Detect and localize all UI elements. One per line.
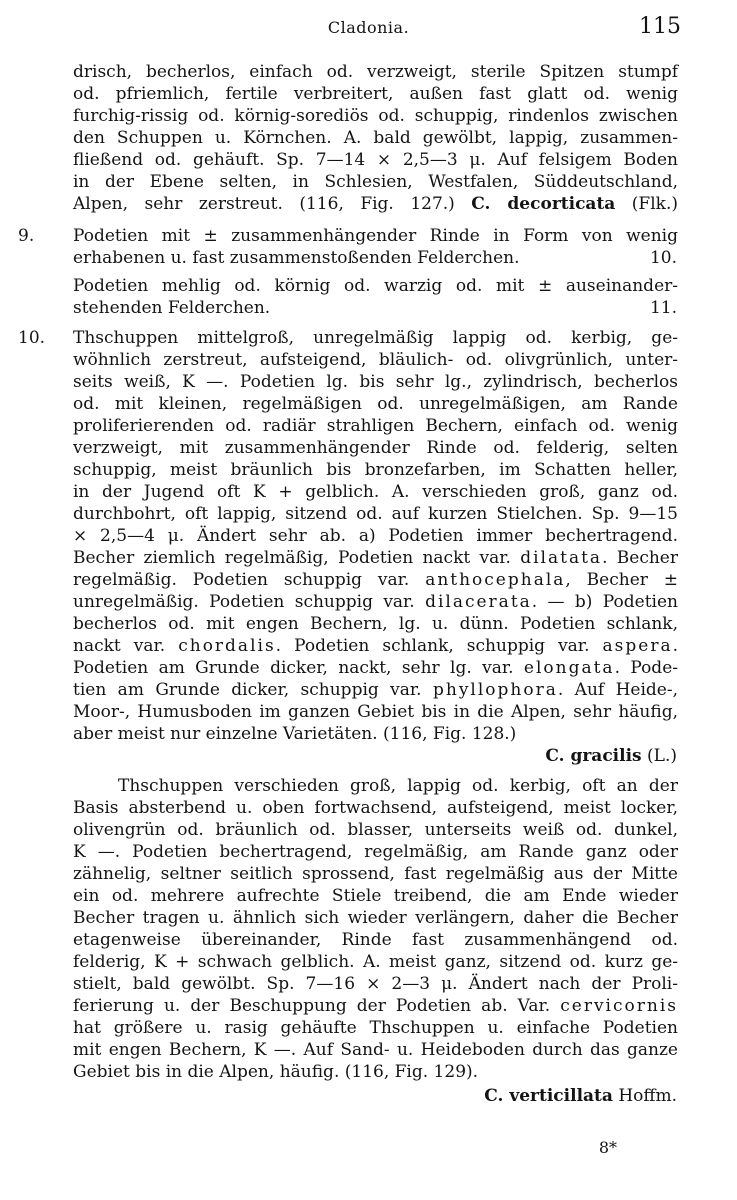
- text-line: od. mit kleinen, regelmäßigen od. unregelmäßigen, am Rande: [73, 394, 678, 414]
- text-line: etagenweise übereinander, Rinde fast zusammenhängend od.: [73, 930, 678, 950]
- text-line: Moor-, Humusboden im ganzen Gebiet bis in die Alpen, sehr häufig,: [73, 702, 678, 722]
- text-line: in der Jugend oft K + gelblich. A. verschieden groß, ganz od.: [73, 482, 678, 502]
- text-line: Podetien mehlig od. körnig od. warzig od. mit ± auseinander-: [73, 276, 678, 296]
- text-line: felderig, K + schwach gelblich. A. meist ganz, sitzend od. kurz ge-: [73, 952, 678, 972]
- species-citation: C. verticillata Hoffm.: [484, 1086, 677, 1106]
- text-line: hat größere u. rasig gehäufte Thschuppen u. einfache Podetien: [73, 1018, 678, 1038]
- text-line: seits weiß, K —. Podetien lg. bis sehr lg., zylindrisch, becherlos: [73, 372, 678, 392]
- text-line: aber meist nur einzelne Varietäten. (116, Fig. 128.): [73, 724, 517, 744]
- text-line: ferierung u. der Beschuppung der Podetien ab. Var. cervicornis: [73, 996, 678, 1016]
- page-number: 115: [639, 14, 681, 39]
- key-reference: 10.: [649, 248, 677, 268]
- variety-name: phyllophora: [432, 680, 558, 700]
- text-line: olivengrün od. bräunlich od. blasser, unterseits weiß od. dunkel,: [73, 820, 678, 840]
- variety-name: dilacerata: [425, 592, 532, 612]
- text-line: wöhnlich zerstreut, aufsteigend, bläulich- od. olivgrünlich, unter-: [73, 350, 678, 370]
- text-line: drisch, becherlos, einfach od. verzweigt, sterile Spitzen stumpf: [73, 62, 678, 82]
- text-line: × 2,5—4 μ. Ändert sehr ab. a) Podetien immer bechertragend.: [73, 526, 678, 546]
- text-line: durchbohrt, oft lappig, sitzend od. auf kurzen Stielchen. Sp. 9—15: [73, 504, 678, 524]
- text-line: Basis absterbend u. oben fortwachsend, aufsteigend, meist locker,: [73, 798, 678, 818]
- text-line: stehenden Felderchen.: [73, 298, 271, 318]
- signature-mark: 8*: [598, 1138, 617, 1157]
- text-line: nackt var. chordalis. Podetien schlank, schuppig var. aspera.: [73, 636, 678, 656]
- text-line: K —. Podetien bechertragend, regelmäßig, am Rande ganz oder: [73, 842, 678, 862]
- species-name: C. gracilis: [545, 746, 642, 766]
- variety-name: dilatata: [520, 548, 603, 568]
- text-line: verzweigt, mit zusammenhängender Rinde od. felderig, selten: [73, 438, 678, 458]
- text-line: Podetien am Grunde dicker, nackt, sehr lg. var. elongata. Pode-: [73, 658, 678, 678]
- text-line: unregelmäßig. Podetien schuppig var. dilacerata. — b) Podetien: [73, 592, 678, 612]
- running-header-title: Cladonia.: [327, 18, 410, 37]
- text-line: in der Ebene selten, in Schlesien, Westfalen, Süddeutschland,: [73, 172, 678, 192]
- text-line: ein od. mehrere aufrechte Stiele treibend, die am Ende wieder: [73, 886, 678, 906]
- text-line: schuppig, meist bräunlich bis bronzefarben, im Schatten heller,: [73, 460, 678, 480]
- text-line: proliferierenden od. radiär strahligen Bechern, einfach od. wenig: [73, 416, 678, 436]
- variety-name: aspera: [602, 636, 673, 656]
- text-line: mit engen Bechern, K —. Auf Sand- u. Heideboden durch das ganze: [73, 1040, 678, 1060]
- text-line: Gebiet bis in die Alpen, häufig. (116, Fig. 129).: [73, 1062, 479, 1082]
- species-name: C. decorticata: [471, 194, 616, 214]
- text-line: Thschuppen mittelgroß, unregelmäßig lappig od. kerbig, ge-: [73, 328, 678, 348]
- text-line: fließend od. gehäuft. Sp. 7—14 × 2,5—3 μ. Auf felsigem Boden: [73, 150, 678, 170]
- variety-name: cervicornis: [560, 996, 678, 1016]
- text-line: Alpen, sehr zerstreut. (116, Fig. 127.) C. decorticata (Flk.): [73, 194, 679, 214]
- text-line: erhabenen u. fast zusammenstoßenden Felderchen.: [73, 248, 520, 268]
- key-reference: 11.: [649, 298, 677, 318]
- text-line: den Schuppen u. Körnchen. A. bald gewölbt, lappig, zusammen-: [73, 128, 678, 148]
- variety-name: anthocephala: [425, 570, 566, 590]
- text-line: tien am Grunde dicker, schuppig var. phyllophora. Auf Heide-,: [73, 680, 678, 700]
- text-line: Becher tragen u. ähnlich sich wieder verlängern, daher die Becher: [73, 908, 678, 928]
- text-line: regelmäßig. Podetien schuppig var. anthocephala, Becher ±: [73, 570, 678, 590]
- text-line: Becher ziemlich regelmäßig, Podetien nackt var. dilatata. Becher: [73, 548, 678, 568]
- variety-name: elongata: [523, 658, 615, 678]
- species-citation: C. gracilis (L.): [545, 746, 677, 766]
- key-number: 9.: [18, 226, 35, 246]
- text-line: od. pfriemlich, fertile verbreitert, außen fast glatt od. wenig: [73, 84, 678, 104]
- variety-name: chordalis: [178, 636, 276, 656]
- text-line: stielt, bald gewölbt. Sp. 7—16 × 2—3 μ. Ändert nach der Proli-: [73, 974, 678, 994]
- text-line: Thschuppen verschieden groß, lappig od. kerbig, oft an der: [118, 776, 678, 796]
- species-name: C. verticillata: [484, 1086, 613, 1106]
- key-number: 10.: [18, 328, 46, 348]
- text-line: becherlos od. mit engen Bechern, lg. u. dünn. Podetien schlank,: [73, 614, 678, 634]
- text-line: furchig-rissig od. körnig-sorediös od. schuppig, rindenlos zwischen: [73, 106, 678, 126]
- text-line: Podetien mit ± zusammenhängender Rinde in Form von wenig: [73, 226, 678, 246]
- text-line: zähnelig, seltner seitlich sprossend, fast regelmäßig aus der Mitte: [73, 864, 678, 884]
